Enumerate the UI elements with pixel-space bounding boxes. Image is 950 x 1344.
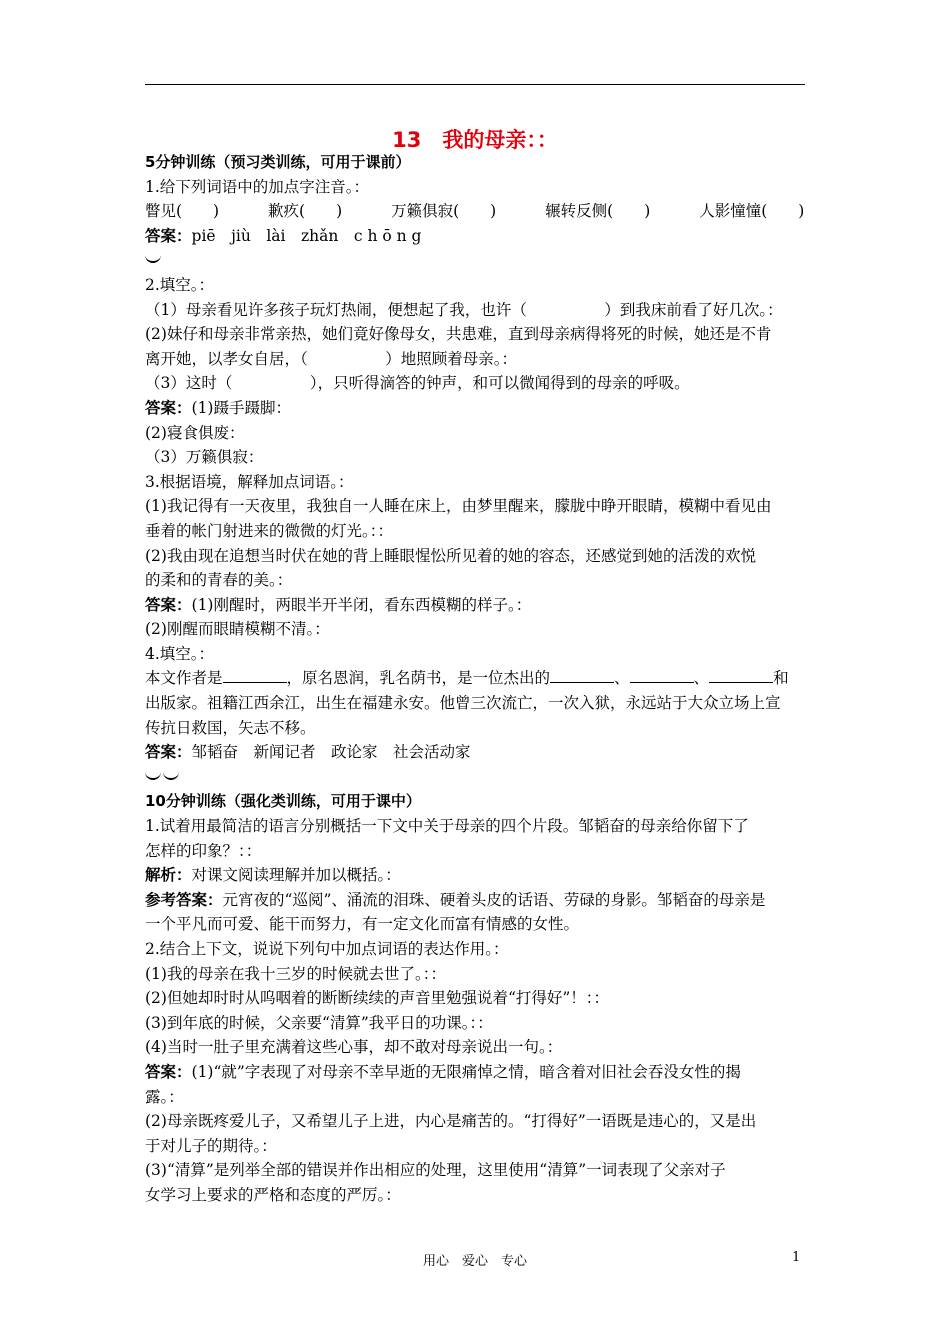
section-header-5min: 5分钟训练（预习类训练，可用于课前） [145,153,411,171]
answer-text: (1)“就”字表现了对母亲不幸早逝的无限痛悼之情，暗含着对旧社会吞没女性的揭 [191,1062,741,1081]
q4-answer [145,740,808,765]
q4-stem: 4.填空。： [145,644,215,663]
answer-text: (1)刚醒时，两眼半开半闭，看东西模糊的样子。： [191,595,532,614]
s2-q2-answer-1b: 露。： [145,1087,184,1106]
q4-text-2: ，原名恩润，乳名荫书，是一位杰出的 [286,669,551,688]
q3-line-1a: (1)我记得有一天夜里，我独自一人睡在床上，由梦里醒来，朦胧中睁开眼睛，模糊中看见由 [145,497,772,516]
header-rule [145,84,805,85]
q3-stem: 3.根据语境，解释加点词语。： [145,472,354,491]
answer-label: 答案： [145,226,192,245]
q1-words [145,199,808,224]
answer-label: 答案： [145,595,192,614]
q2-stem: 2.填空。： [145,275,215,294]
s2-q2-answer-3b: 女学习上要求的严格和态度的严厉。： [145,1185,401,1204]
q3-answer-2: (2)刚醒而眼睛模糊不清。： [145,620,330,639]
reference-label: 参考答案： [145,890,223,909]
q1-answer [145,224,808,249]
page-number: 1 [792,1250,801,1265]
answer-text: piē jiù lài zhǎn c h ō n g [191,226,422,245]
fill-blank [550,667,614,683]
q3-line-2b: 的柔和的青春的美。： [145,571,293,590]
q2-answer-1 [145,396,808,421]
s2-q1-line-2: 怎样的印象？：： [145,841,262,860]
s2-q2-line-1: (1)我的母亲在我十三岁的时候就去世了。：： [145,964,446,983]
fill-blank [709,667,773,683]
s2-q1-ref-a [145,888,808,913]
s2-q2-answer-3a: (3)“清算”是列举全部的错误并作出相应的处理，这里使用“清算”一词表现了父亲对子 [145,1161,726,1180]
s2-q1-analysis [145,863,808,888]
answer-label: 答案： [145,398,192,417]
s2-q1-ref-b: 一个平凡而可爱、能干而努力，有一定文化而富有情感的女性。 [145,915,580,934]
ornament-icon [145,248,808,273]
word-1: 瞥见( ) [145,202,220,221]
answer-text: (1)蹑手蹑脚： [191,398,291,417]
q4-text-3: 和 [773,669,789,688]
q2-line-1: （1）母亲看见许多孩子玩灯热闹，便想起了我，也许（ ）到我床前看了好几次。： [145,300,783,319]
q2-answer-2: (2)寝食俱废： [145,423,245,442]
section-header-10min: 10分钟训练（强化类训练，可用于课中） [145,792,421,811]
word-2: 歉疚( ) [268,202,343,221]
document-body [145,150,808,1208]
s2-q2-line-3: (3)到年底的时候，父亲要“清算”我平日的功课。：： [145,1013,493,1032]
fill-blank [223,667,287,683]
word-4: 辗转反侧( ) [545,202,651,221]
s2-q2-line-2: (2)但她却时时从呜咽着的断断续续的声音里勉强说着“打得好”！：： [145,989,610,1008]
q4-line-1: 本文作者是 ，原名恩润，乳名荫书，是一位杰出的 、 、 和 [145,669,789,688]
s2-q2-line-4: (4)当时一肚子里充满着这些心事，却不敢对母亲说出一句。： [145,1038,563,1057]
analysis-text: 对课文阅读理解并加以概括。： [191,866,401,885]
q2-line-2a: (2)妹仔和母亲非常亲热，她们竟好像母女，共患难，直到母亲病得将死的时候，她还是不肯 [145,325,772,344]
q3-answer-1 [145,593,808,618]
s2-q2-answer-2b: 于对儿子的期待。： [145,1136,277,1155]
word-5: 人影憧憧( ) [699,202,805,221]
reference-text: 元宵夜的“巡阅”、涌流的泪珠、硬着头皮的话语、劳碌的身影。邹韬奋的母亲是 [222,890,766,909]
s2-q2-stem: 2.结合上下文，说说下列句中加点词语的表达作用。： [145,940,509,958]
q1-stem: 1.给下列词语中的加点字注音。： [145,177,370,196]
q2-line-3: （3）这时（ ），只听得滴答的钟声，和可以微闻得到的母亲的呼吸。 [145,374,690,393]
q3-line-1b: 垂着的帐门射进来的微微的灯光。：： [145,521,394,540]
q2-answer-3: （3）万籁俱寂： [145,448,264,467]
q2-line-2b: 离开她，以孝女自居，（ ）地照顾着母亲。： [145,349,518,368]
page-title: 13 我的母亲：： [392,128,558,152]
answer-label: 答案： [145,743,192,762]
q4-line-3: 传抗日救国，矢志不移。 [145,718,316,737]
ornament-icon [145,765,808,790]
s2-q2-answer-2a: (2)母亲既疼爱儿子，又希望儿子上进，内心是痛苦的。“打得好”一语既是违心的，又是出 [145,1112,757,1131]
answer-text: 邹韬奋 新闻记者 政论家 社会活动家 [191,743,471,762]
s2-q1-line-1: 1.试着用最简洁的语言分别概括一下文中关于母亲的四个片段。邹韬奋的母亲给你留下了 [145,817,749,836]
word-3: 万籁俱寂( ) [391,202,497,221]
s2-q2-answer-1a [145,1060,808,1085]
q4-line-2: 出版家。祖籍江西余江，出生在福建永安。他曾三次流亡，一次入狱，永远站于大众立场上宣 [145,694,781,713]
page-footer: 用心 爱心 专心 [422,1254,527,1269]
q3-line-2a: (2)我由现在追想当时伏在她的背上睡眼惺忪所见着的她的容态，还感觉到她的活泼的欢悦 [145,546,756,565]
analysis-label: 解析： [145,866,192,885]
answer-label: 答案： [145,1062,192,1081]
q4-text-1: 本文作者是 [145,669,223,688]
fill-blank [630,667,694,683]
